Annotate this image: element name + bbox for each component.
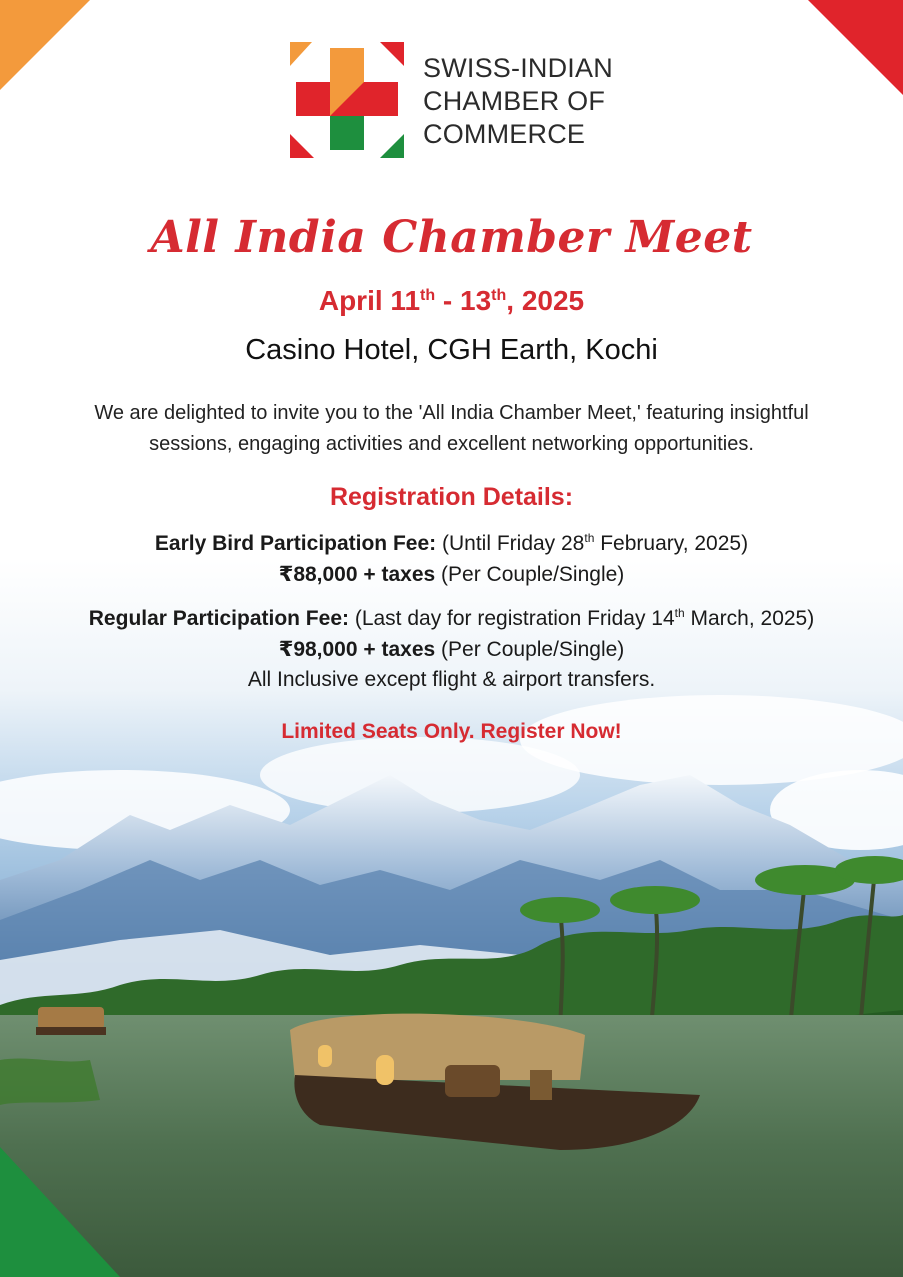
chamber-logo <box>290 42 620 160</box>
event-venue: Casino Hotel, CGH Earth, Kochi <box>245 334 658 366</box>
early-bird-deadline: (Until Friday 28 <box>436 532 585 555</box>
regular-fee-line <box>0 606 903 631</box>
date-separator: - 13 <box>435 285 492 316</box>
regular-price-note: (Per Couple/Single) <box>435 638 625 661</box>
event-dates <box>0 285 903 317</box>
event-title: All India Chamber Meet <box>150 212 753 263</box>
date-year: , 2025 <box>506 285 585 316</box>
regular-price: ₹98,000 + taxes <box>278 638 436 661</box>
regular-fee-deadline-suffix: th <box>674 606 685 620</box>
corner-green-triangle <box>0 1147 120 1277</box>
date-end-suffix: th <box>491 287 507 304</box>
chamber-name-line-2: CHAMBER OF <box>423 86 606 116</box>
chamber-name-line-3: COMMERCE <box>423 119 586 149</box>
early-bird-price: ₹88,000 + taxes <box>278 563 436 586</box>
regular-fee-deadline: (Last day for registration Friday 14 <box>349 607 675 630</box>
corner-red-triangle <box>808 0 903 95</box>
regular-fee-label: Regular Participation Fee: <box>88 607 349 630</box>
invitation-line-1: We are delighted to invite you to the 'All India Chamber Meet,' featuring insightful <box>94 402 809 424</box>
regular-price-line <box>0 637 903 662</box>
early-bird-price-line <box>0 562 903 587</box>
chamber-name <box>423 52 613 151</box>
registration-heading: Registration Details: <box>329 483 574 511</box>
early-bird-deadline-end: February, 2025) <box>594 532 749 555</box>
chamber-name-line-1: SWISS-INDIAN <box>423 53 613 83</box>
chamber-cross-icon <box>290 42 408 160</box>
inclusions-note: All Inclusive except flight & airport transfers. <box>247 668 656 691</box>
date-start: April 11 <box>318 285 421 316</box>
early-bird-price-note: (Per Couple/Single) <box>435 563 625 586</box>
early-bird-fee-line <box>0 531 903 556</box>
date-start-suffix: th <box>420 287 436 304</box>
invitation-text <box>40 398 863 460</box>
regular-fee-deadline-end: March, 2025) <box>684 607 815 630</box>
early-bird-label: Early Bird Participation Fee: <box>154 532 437 555</box>
corner-saffron-triangle <box>0 0 90 90</box>
early-bird-deadline-suffix: th <box>584 531 595 545</box>
register-call-to-action: Limited Seats Only. Register Now! <box>281 720 622 743</box>
invitation-line-2: sessions, engaging activities and excellent networking opportunities. <box>149 433 754 455</box>
